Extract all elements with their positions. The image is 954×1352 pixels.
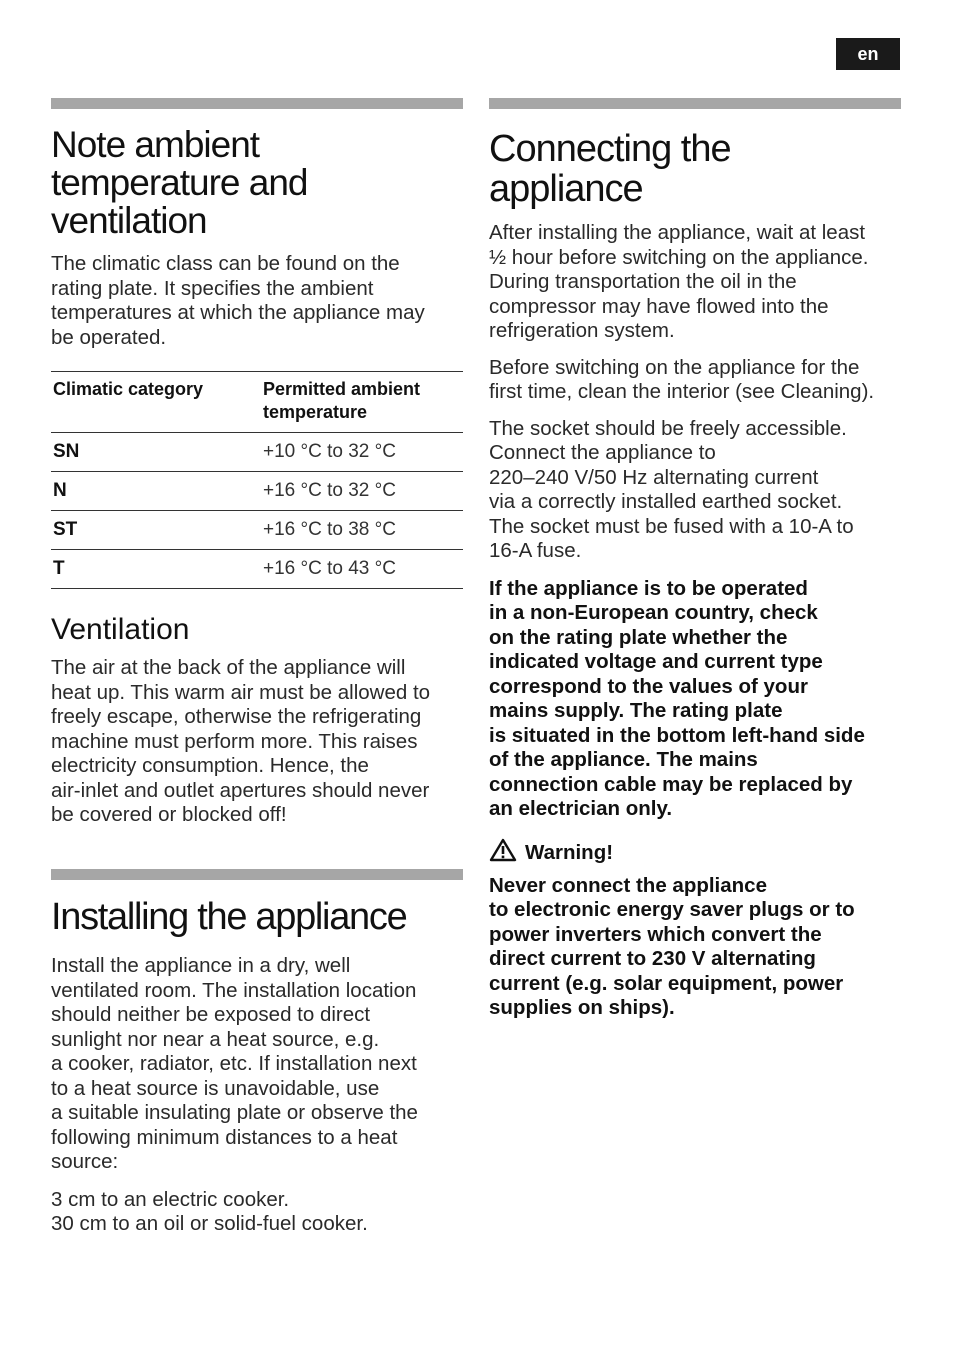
ambient-section — [51, 98, 463, 350]
section-rule — [489, 98, 901, 109]
ambient-intro: The climatic class can be found on the rating plate. It specifies the ambient temperatures at which the appliance may be operated. — [51, 252, 425, 349]
temperature-range: +16 °C to 43 °C — [250, 550, 463, 589]
table-row — [51, 511, 463, 550]
warning-label: Warning! — [525, 840, 614, 864]
climate-class: SN — [51, 433, 250, 472]
ambient-title: Note ambient temperature and ventilation — [51, 124, 308, 241]
warning-text: Never connect the appliance to electronic energy saver plugs or to power inverters which convert the direct current to 230 V alternating current (e.g. solar equipment, power supplies on ships). — [489, 873, 855, 1019]
header-permitted-temperature: Permitted ambient temperature — [250, 372, 463, 433]
section-rule — [51, 98, 463, 109]
connecting-section — [489, 98, 901, 1021]
header-climatic-category: Climatic category — [51, 372, 250, 433]
table-row — [51, 550, 463, 589]
climate-table — [51, 371, 463, 589]
table-row — [51, 433, 463, 472]
connecting-p3: The socket should be freely accessible. Connect the appliance to 220–240 V/50 Hz alternating current via a correctly installed earthed socket. The socket must be fused with a 10-A to 16-A fuse. — [489, 416, 854, 562]
climate-class: ST — [51, 511, 250, 550]
installing-title: Installing the appliance — [51, 896, 407, 938]
table-header-row — [51, 372, 463, 433]
climate-class: N — [51, 472, 250, 511]
section-rule — [51, 869, 463, 880]
non-european-note: If the appliance is to be operated in a non-European country, check on the rating plate whether the indicated voltage and current type correspond to the values of your mains supply. The rating plate is situated in the bottom left-hand side of the appliance. The mains connection cable may be replaced by an electrician only. — [489, 576, 865, 820]
connecting-p2: Before switching on the appliance for the first time, clean the interior (see Cleaning). — [489, 355, 875, 403]
language-badge: en — [836, 38, 900, 70]
warning-triangle-icon — [489, 838, 517, 868]
connecting-p1: After installing the appliance, wait at least ½ hour before switching on the appliance. During transportation the oil in the compressor may have flowed into the refrigeration system. — [489, 221, 869, 342]
ventilation-title: Ventilation — [51, 613, 190, 646]
climate-class: T — [51, 550, 250, 589]
ventilation-section — [51, 613, 463, 828]
climate-table-wrap — [51, 371, 463, 589]
connecting-title: Connecting the appliance — [489, 128, 731, 210]
table-row — [51, 472, 463, 511]
temperature-range: +16 °C to 38 °C — [250, 511, 463, 550]
minimum-distances: 3 cm to an electric cooker. 30 cm to an oil or solid-fuel cooker. — [51, 1187, 368, 1235]
warning-heading — [489, 838, 901, 868]
installing-text: Install the appliance in a dry, well ventilated room. The installation location should neither be exposed to direct sunlight nor near a heat source, e.g. a cooker, radiator, etc. If installation next to a heat source is unavoidable, use a suitable insulating plate or observe the following minimum distances to a heat source: — [51, 954, 418, 1173]
ventilation-text: The air at the back of the appliance will heat up. This warm air must be allowed to freely escape, otherwise the refrigerating machine must perform more. This raises electricity consumption. Hence, the air-inlet and outlet apertures should never be covered or blocked off! — [51, 656, 431, 826]
installing-section — [51, 869, 463, 1237]
temperature-range: +10 °C to 32 °C — [250, 433, 463, 472]
temperature-range: +16 °C to 32 °C — [250, 472, 463, 511]
